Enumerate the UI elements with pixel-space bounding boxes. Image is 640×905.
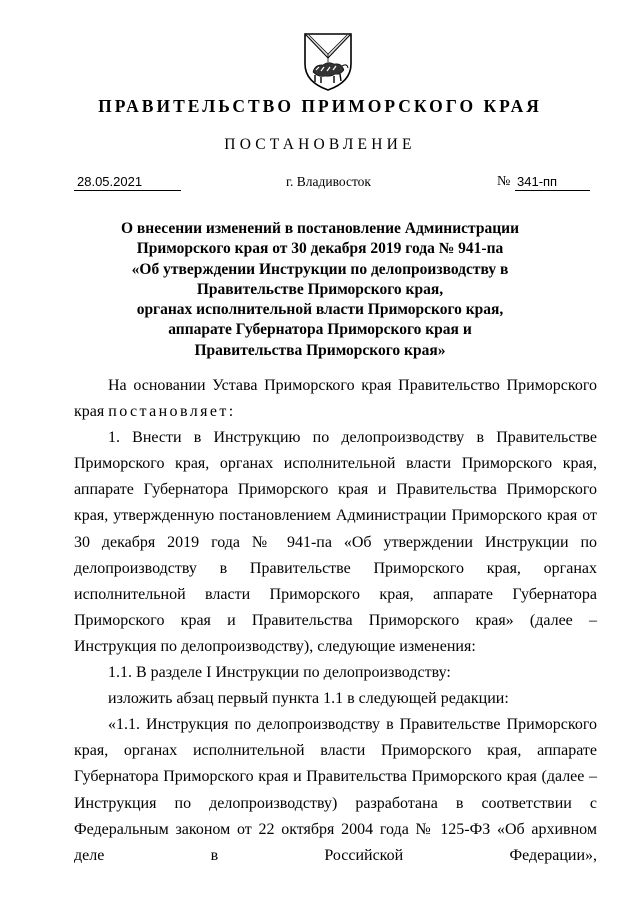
subject-line: Правительстве Приморского края, [196, 280, 444, 298]
basis-text: На основании Устава Приморского края Правительство Приморского края [74, 377, 597, 421]
document-city: г. Владивосток [286, 174, 371, 189]
subject-line: аппарате Губернатора Приморского края и [168, 321, 472, 339]
subject-line: О внесении изменений в постановление Администрации [120, 220, 519, 237]
subject-line: «Об утверждении Инструкции по делопроизводству в [131, 260, 509, 278]
document-date: 28.05.2021 [74, 174, 181, 191]
paragraph-item-1-1: 1.1. В разделе I Инструкции по делопроизводству: [108, 664, 451, 682]
subject-line: Правительства Приморского края» [194, 341, 446, 359]
government-title: ПРАВИТЕЛЬСТВО ПРИМОРСКОГО КРАЯ [98, 96, 542, 116]
document-body [74, 373, 597, 869]
subject-line: органах исполнительной власти Приморского края, [136, 301, 504, 319]
number-sign: № [497, 174, 511, 189]
coat-of-arms-icon [301, 30, 355, 92]
paragraph-item-1: 1. Внести в Инструкцию по делопроизводству в Правительстве Приморского края, органах исполнительной власти Приморского края, аппарате Губернатора Приморского края и Правительства Приморского края, утвержденную постановлением Администрации Приморского края от 30 декабря 2019 года № 941-па «Об утверждении Инструкции по делопроизводству в Правительстве Приморского края, органах исполнительной власти Приморского края, аппарате Губернатора Приморского края и Правительства Приморского края» (далее – Инструкция по делопроизводству), следующие изменения: [74, 429, 597, 655]
paragraph-instruction: изложить абзац первый пункта 1.1 в следующей редакции: [108, 690, 509, 708]
subject-line: Приморского края от 30 декабря 2019 года № 941-па [136, 240, 504, 258]
document-type: ПОСТАНОВЛЕНИЕ [224, 136, 416, 153]
paragraph-new-wording: «1.1. Инструкция по делопроизводству в Правительстве Приморского края, органах исполнительной власти Приморского края, аппарате Губернатора Приморского края и Правительства Приморского края (далее – Инструкция по делопроизводству) разработана в соответствии с Федеральным законом от 22 октября 2004 года № 125-ФЗ «Об архивном деле в Российской Федерации», [74, 716, 597, 864]
document-subject [0, 219, 640, 361]
document-number: 341-пп [515, 174, 590, 191]
resolves-keyword: постановляет: [108, 403, 236, 421]
paragraph-basis [74, 373, 597, 425]
